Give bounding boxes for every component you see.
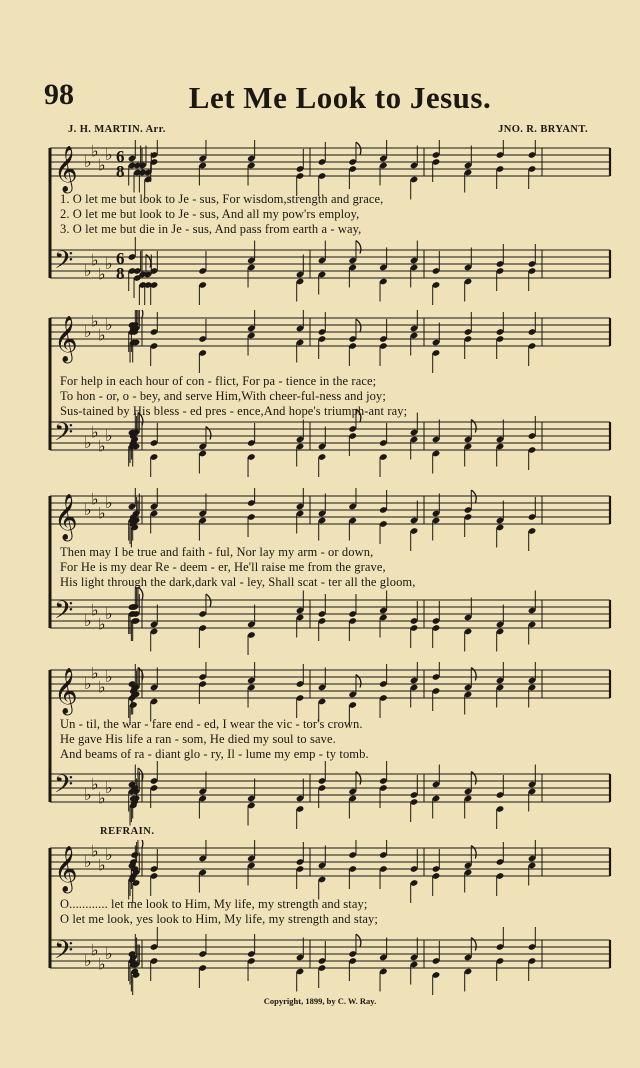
flat-sign: ♭: [105, 145, 113, 164]
lyric-line-1-1: 1. O let me but look to Je - sus, For wisdom,strength and grace,: [60, 192, 384, 206]
flat-sign: ♭: [98, 325, 106, 345]
note-flag: [356, 675, 361, 688]
flat-sign: ♭: [91, 489, 99, 509]
hymn-title: Let Me Look to Jesus.: [188, 80, 492, 115]
note-flag: [146, 255, 151, 268]
flat-sign: ♭: [98, 614, 106, 634]
flat-sign: ♭: [91, 422, 99, 442]
flat-sign: ♭: [105, 604, 113, 623]
staff: [50, 310, 610, 373]
note-flag: [356, 142, 361, 155]
staff: [50, 409, 610, 477]
lyric-line-5-1: O............ let me look to Him, My life, my strength and stay;: [60, 897, 368, 911]
copyright-notice: Copyright, 1899, by C. W. Ray.: [263, 996, 377, 1006]
staff: [50, 237, 610, 305]
treble-clef: 𝄞: [54, 494, 78, 540]
treble-clef: 𝄞: [54, 316, 78, 362]
lyric-line-4-3: And beams of ra - diant glo - ry, Il - lume my emp - ty tomb.: [60, 747, 369, 761]
flat-sign: ♭: [98, 954, 106, 974]
treble-clef: 𝄞: [54, 846, 78, 892]
lyric-line-3-1: Then may I be true and faith - ful, Nor lay my arm - or down,: [60, 545, 374, 559]
note-flag: [206, 427, 211, 440]
staff: [50, 927, 610, 995]
flat-sign: ♭: [84, 785, 92, 804]
note-flag: [471, 772, 476, 785]
treble-clef: 𝄞: [54, 146, 78, 192]
bass-clef: 𝄢: [54, 596, 74, 631]
note-flag: [356, 772, 361, 785]
flat-sign: ♭: [84, 322, 92, 341]
bass-clef: 𝄢: [54, 418, 74, 453]
flat-sign: ♭: [98, 788, 106, 808]
lyric-line-4-1: Un - til, the war - fare end - ed, I wear the vic - tor's crown.: [60, 717, 363, 731]
staff: [50, 840, 610, 903]
lyric-line-2-3: Sus-tained by His bless - ed pres - ence,And hope's triumph-ant ray;: [60, 404, 408, 418]
bass-clef: 𝄢: [54, 246, 74, 281]
flat-sign: ♭: [98, 503, 106, 523]
lyric-line-3-2: For He is my dear Re - deem - er, He'll raise me from the grave,: [60, 560, 386, 574]
flat-sign: ♭: [91, 774, 99, 794]
treble-clef: 𝄞: [54, 668, 78, 714]
lyric-line-2-1: For help in each hour of con - flict, For pa - tience in the race;: [60, 374, 377, 388]
lyric-line-3-3: His light through the dark,dark val - ley, Shall scat - ter all the gloom,: [60, 575, 416, 589]
lyric-line-2-2: To hon - or, o - bey, and serve Him,With cheer-ful-ness and joy;: [60, 389, 386, 403]
note-flag: [206, 594, 211, 607]
time-sig-top: 6: [116, 147, 125, 166]
flat-sign: ♭: [84, 433, 92, 452]
flat-sign: ♭: [91, 940, 99, 960]
flat-sign: ♭: [105, 944, 113, 963]
note-flag: [471, 420, 476, 433]
staff: [50, 488, 610, 551]
refrain-label: REFRAIN.: [100, 826, 155, 837]
flat-sign: ♭: [98, 436, 106, 456]
staff: [50, 761, 610, 829]
flat-sign: ♭: [105, 426, 113, 445]
flat-sign: ♭: [84, 951, 92, 970]
note-flag: [138, 668, 143, 681]
lyric-line-1-2: 2. O let me but look to Je - sus, And all my pow'rs employ,: [60, 207, 360, 221]
flat-sign: ♭: [91, 663, 99, 683]
lyric-line-1-3: 3. O let me but die in Je - sus, And pass from earth a - way,: [60, 222, 362, 236]
flat-sign: ♭: [105, 254, 113, 273]
flat-sign: ♭: [91, 141, 99, 161]
flat-sign: ♭: [84, 611, 92, 630]
flat-sign: ♭: [91, 311, 99, 331]
page-number: 98: [44, 78, 74, 111]
staff: [50, 662, 610, 725]
flat-sign: ♭: [105, 315, 113, 334]
note-flag: [138, 840, 143, 848]
bass-clef: 𝄢: [54, 770, 74, 805]
note-flag: [356, 241, 361, 254]
flat-sign: ♭: [91, 250, 99, 270]
time-sig-top: 6: [116, 249, 125, 268]
lyric-line-4-2: He gave His life a ran - som, He died my soul to save.: [60, 732, 336, 746]
note-flag: [471, 846, 476, 859]
note-flag: [356, 319, 361, 332]
flat-sign: ♭: [98, 155, 106, 175]
flat-sign: ♭: [98, 264, 106, 284]
flat-sign: ♭: [105, 493, 113, 512]
time-sig-bottom: 8: [116, 264, 125, 283]
flat-sign: ♭: [98, 677, 106, 697]
staff: [50, 587, 610, 655]
note-flag: [138, 310, 143, 318]
time-sig-bottom: 8: [116, 162, 125, 181]
flat-sign: ♭: [84, 674, 92, 693]
note-flag: [138, 768, 143, 781]
flat-sign: ♭: [105, 778, 113, 797]
flat-sign: ♭: [105, 845, 113, 864]
composer-credit: JNO. R. BRYANT.: [498, 124, 588, 135]
lyric-line-5-2: O let me look, yes look to Him, My life, my strength and stay;: [60, 912, 378, 926]
flat-sign: ♭: [84, 152, 92, 171]
flat-sign: ♭: [98, 855, 106, 875]
note-flag: [356, 934, 361, 947]
flat-sign: ♭: [84, 261, 92, 280]
arranger-credit: J. H. MARTIN. Arr.: [68, 124, 166, 135]
note-flag: [471, 490, 476, 503]
flat-sign: ♭: [84, 852, 92, 871]
note-flag: [471, 668, 476, 681]
note-flag: [471, 938, 476, 951]
bass-clef: 𝄢: [54, 936, 74, 971]
flat-sign: ♭: [84, 500, 92, 519]
flat-sign: ♭: [91, 841, 99, 861]
flat-sign: ♭: [105, 667, 113, 686]
flat-sign: ♭: [91, 600, 99, 620]
staff: [50, 140, 610, 200]
